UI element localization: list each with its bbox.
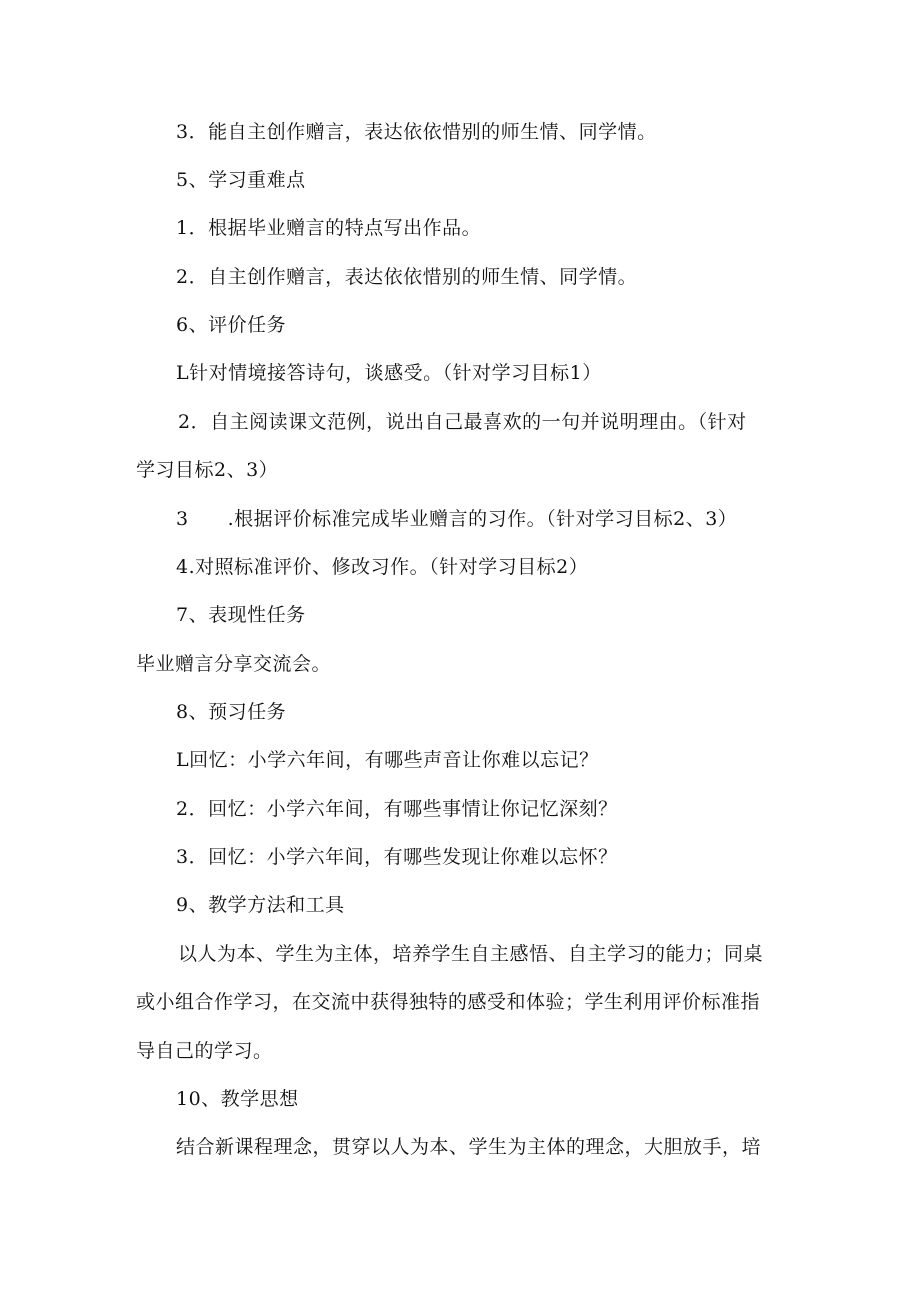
difficulty-2-text: 2．自主创作赠言，表达依依惜别的师生情、同学情。 [176,266,638,288]
evaluation-task-2-continued: 学习目标2、3） [136,459,279,481]
section-7-heading: 7、表现性任务 [176,604,306,626]
evaluation-task-3: 3 .根据评价标准完成毕业赠言的习作。（针对学习目标2、3） [176,508,738,530]
section-6-heading: 6、评价任务 [176,314,287,336]
section-8-heading: 8、预习任务 [176,701,287,723]
section-10-heading: 10、教学思想 [176,1088,299,1110]
objective-3-text: 3．能自主创作赠言，表达依依惜别的师生情、同学情。 [176,121,657,143]
teaching-philosophy-line-1: 结合新课程理念，贯穿以人为本、学生为主体的理念，大胆放手，培 [176,1136,762,1158]
preview-task-1: L回忆：小学六年间，有哪些声音让你难以忘记？ [176,749,599,771]
methods-paragraph-line-1: 以人为本、学生为主体，培养学生自主感悟、自主学习的能力；同桌 [178,943,764,965]
evaluation-task-1: L针对情境接答诗句，谈感受。（针对学习目标1） [176,362,602,384]
preview-task-3: 3．回忆：小学六年间，有哪些发现让你难以忘怀？ [176,846,618,868]
preview-task-2: 2．回忆：小学六年间，有哪些事情让你记忆深刻？ [176,798,618,820]
methods-paragraph-line-2: 或小组合作学习，在交流中获得独特的感受和体验；学生利用评价标准指 [136,991,761,1013]
section-5-heading: 5、学习重难点 [176,169,306,191]
difficulty-1-text: 1．根据毕业赠言的特点写出作品。 [176,217,482,239]
evaluation-task-2: 2．自主阅读课文范例，说出自己最喜欢的一句并说明理由。（针对 [178,411,747,433]
evaluation-task-4: 4.对照标准评价、修改习作。（针对学习目标2） [176,556,589,578]
section-9-heading: 9、教学方法和工具 [176,894,345,916]
performance-task-text: 毕业赠言分享交流会。 [136,653,332,675]
methods-paragraph-line-3: 导自己的学习。 [136,1040,273,1062]
